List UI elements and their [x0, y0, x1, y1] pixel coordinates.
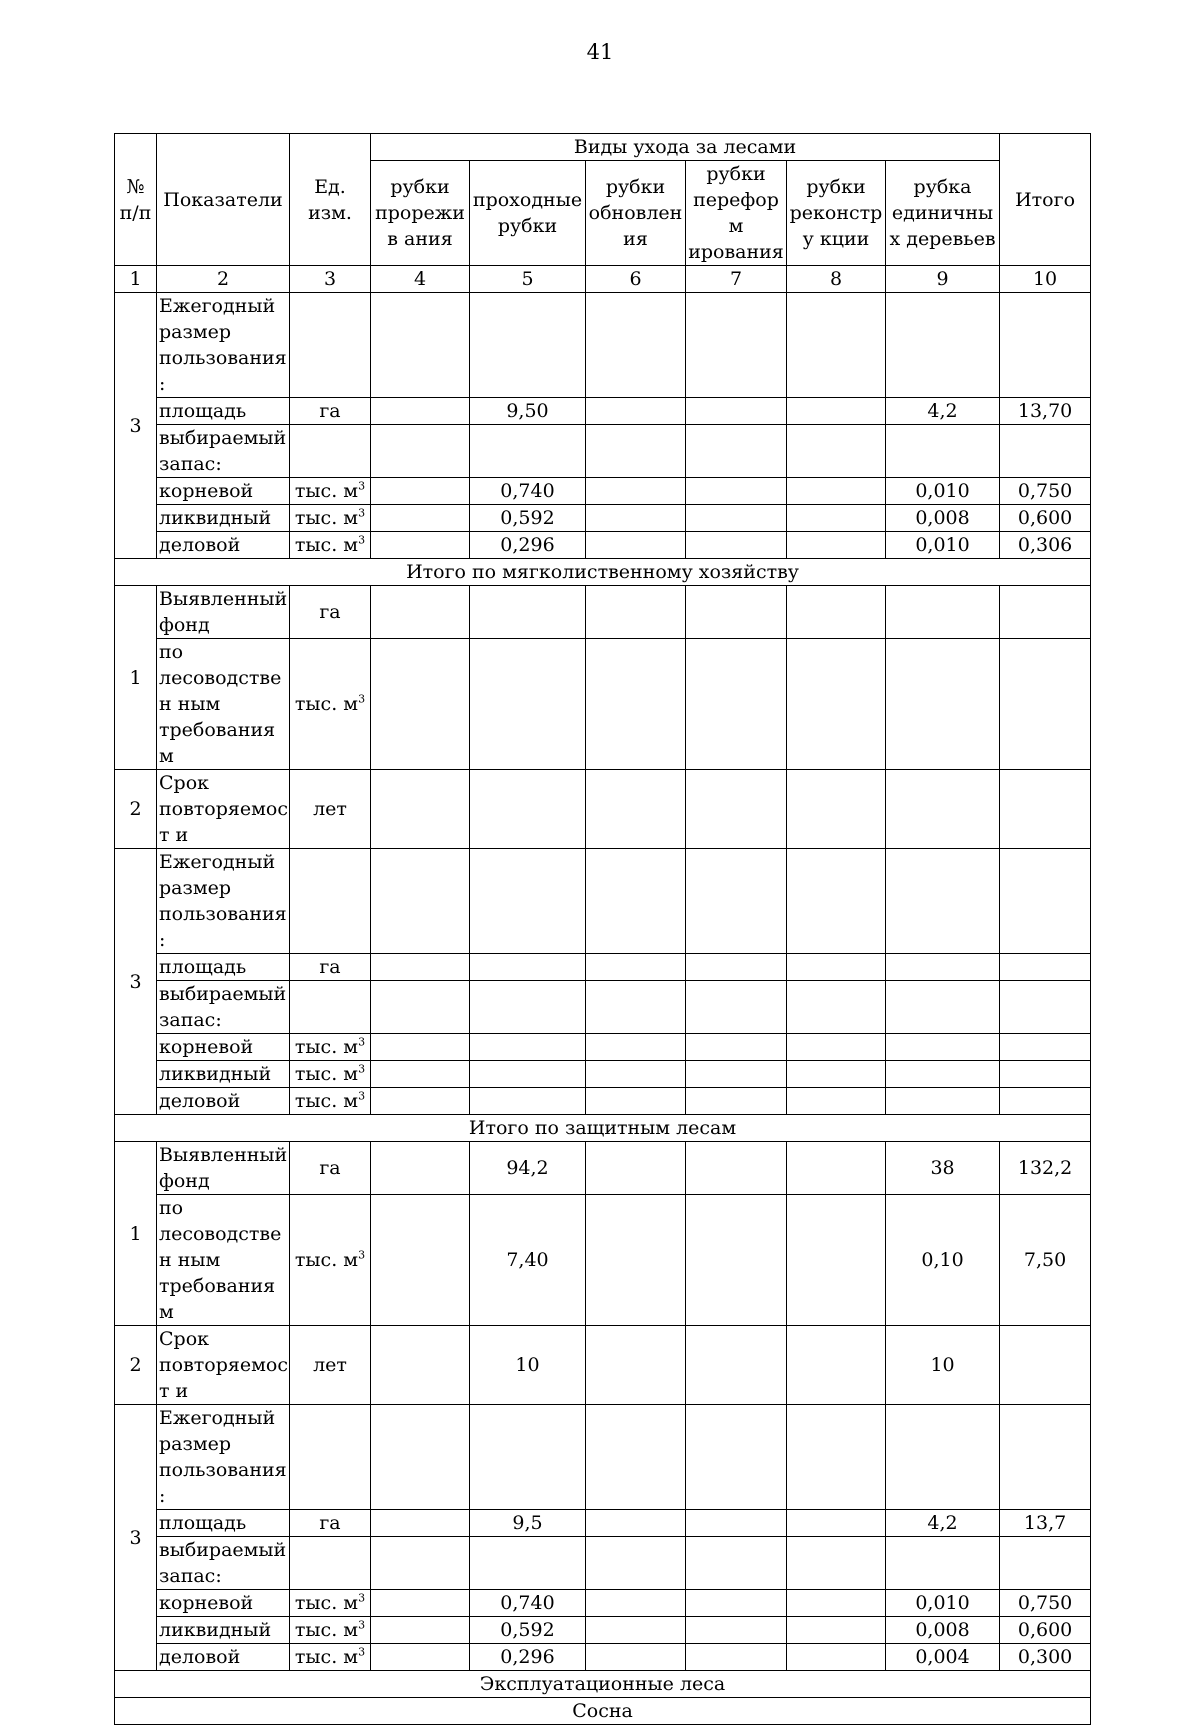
table-row	[115, 532, 1091, 559]
indicator-root: корневой	[157, 1590, 290, 1617]
indicator-silvicultural: по лесоводствен ным требованиям	[157, 639, 290, 770]
value-cell: 94,2	[470, 1142, 586, 1195]
header-total: Итого	[1000, 134, 1091, 266]
unit-cell: тыс. $м^3$	[290, 1034, 371, 1061]
row-number: 3	[115, 293, 157, 559]
indicator-found: Выявленный фонд	[157, 586, 290, 639]
table-row	[115, 770, 1091, 849]
indicator-stock: выбираемый запас:	[157, 981, 290, 1034]
table-row	[115, 478, 1091, 505]
value-cell: 0,010	[886, 478, 1000, 505]
page-number: 41	[586, 40, 614, 64]
total-cell: 0,300	[1000, 1644, 1091, 1671]
value-cell: 9,50	[470, 398, 586, 425]
header-reforming-cuts: рубки переформ ирования	[686, 161, 787, 266]
header-renewal-cuts: рубки обновлен ия	[586, 161, 686, 266]
unit-cell: га	[290, 954, 371, 981]
table-row	[115, 1405, 1091, 1510]
table-row	[115, 1088, 1091, 1115]
header-passing-cuts: проходные рубки	[470, 161, 586, 266]
value-cell: 0,592	[470, 1617, 586, 1644]
col-number: 4	[371, 266, 470, 293]
table-row	[115, 425, 1091, 478]
value-cell: 38	[886, 1142, 1000, 1195]
col-number: 8	[787, 266, 886, 293]
row-number: 3	[115, 849, 157, 1115]
row-number: 1	[115, 1142, 157, 1326]
header-num: № п/п	[115, 134, 157, 266]
value-cell: 7,40	[470, 1195, 586, 1326]
total-cell: 0,750	[1000, 1590, 1091, 1617]
unit-cell: тыс. $м^3$	[290, 478, 371, 505]
table-row	[115, 505, 1091, 532]
indicator-area: площадь	[157, 1510, 290, 1537]
indicator-found: Выявленный фонд	[157, 1142, 290, 1195]
value-cell: 9,5	[470, 1510, 586, 1537]
indicator-stock: выбираемый запас:	[157, 1537, 290, 1590]
indicator-liquid: ликвидный	[157, 505, 290, 532]
total-cell: 0,600	[1000, 1617, 1091, 1644]
indicator-liquid: ликвидный	[157, 1061, 290, 1088]
header-unit: Ед. изм.	[290, 134, 371, 266]
unit-cell: га	[290, 1142, 371, 1195]
unit-cell: тыс. $м^3$	[290, 1644, 371, 1671]
table-row	[115, 398, 1091, 425]
total-cell: 132,2	[1000, 1142, 1091, 1195]
value-cell: 0,008	[886, 1617, 1000, 1644]
unit-cell: тыс. $м^3$	[290, 532, 371, 559]
value-cell: 10	[886, 1326, 1000, 1405]
table-row	[115, 1590, 1091, 1617]
section-exploitation-forests: Эксплуатационные леса	[115, 1671, 1091, 1698]
indicator-root: корневой	[157, 1034, 290, 1061]
total-cell: 0,750	[1000, 478, 1091, 505]
unit-cell: тыс. $м^3$	[290, 1590, 371, 1617]
forest-care-table	[114, 133, 1091, 1725]
unit-cell: лет	[290, 770, 371, 849]
header-care-types: Виды ухода за лесами	[371, 134, 1000, 161]
col-number: 7	[686, 266, 787, 293]
table-row	[115, 639, 1091, 770]
table-row	[115, 849, 1091, 954]
indicator-root: корневой	[157, 478, 290, 505]
col-number: 5	[470, 266, 586, 293]
header-reconstruction-cuts: рубки реконстру кции	[787, 161, 886, 266]
value-cell: 0,592	[470, 505, 586, 532]
table-row	[115, 1142, 1091, 1195]
unit-cell: лет	[290, 1326, 371, 1405]
total-cell: 13,70	[1000, 398, 1091, 425]
total-cell: 0,306	[1000, 532, 1091, 559]
unit-cell: тыс. $м^3$	[290, 1617, 371, 1644]
col-number: 9	[886, 266, 1000, 293]
col-number: 10	[1000, 266, 1091, 293]
indicator-stock: выбираемый запас:	[157, 425, 290, 478]
unit-cell: тыс. $м^3$	[290, 505, 371, 532]
section-pine: Сосна	[115, 1698, 1091, 1725]
table-row	[115, 1195, 1091, 1326]
table-row	[115, 954, 1091, 981]
value-cell: 0,740	[470, 478, 586, 505]
col-number: 2	[157, 266, 290, 293]
indicator-area: площадь	[157, 398, 290, 425]
table-row	[115, 1644, 1091, 1671]
col-number: 6	[586, 266, 686, 293]
indicator-annual-use: Ежегодный размер пользования:	[157, 293, 290, 398]
value-cell: 4,2	[886, 1510, 1000, 1537]
indicator-term: Срок повторяемост и	[157, 770, 290, 849]
indicator-silvicultural: по лесоводствен ным требованиям	[157, 1195, 290, 1326]
indicator-annual-use: Ежегодный размер пользования:	[157, 849, 290, 954]
indicator-term: Срок повторяемост и	[157, 1326, 290, 1405]
row-number: 1	[115, 586, 157, 770]
table-row	[115, 981, 1091, 1034]
col-number: 1	[115, 266, 157, 293]
indicator-annual-use: Ежегодный размер пользования:	[157, 1405, 290, 1510]
value-cell: 0,008	[886, 505, 1000, 532]
unit-cell: тыс. $м^3$	[290, 1061, 371, 1088]
total-cell: 7,50	[1000, 1195, 1091, 1326]
section-soft-leaved: Итого по мягколиственному хозяйству	[115, 559, 1091, 586]
indicator-business: деловой	[157, 1644, 290, 1671]
header-thinning: рубки прорежив ания	[371, 161, 470, 266]
row-number: 2	[115, 1326, 157, 1405]
table-row	[115, 1326, 1091, 1405]
table-row	[115, 1537, 1091, 1590]
indicator-business: деловой	[157, 532, 290, 559]
value-cell: 4,2	[886, 398, 1000, 425]
total-cell: 13,7	[1000, 1510, 1091, 1537]
table-row	[115, 586, 1091, 639]
table-row	[115, 1617, 1091, 1644]
unit-cell: га	[290, 398, 371, 425]
value-cell: 0,296	[470, 532, 586, 559]
indicator-liquid: ликвидный	[157, 1617, 290, 1644]
value-cell: 0,004	[886, 1644, 1000, 1671]
section-protective-forests: Итого по защитным лесам	[115, 1115, 1091, 1142]
value-cell: 0,740	[470, 1590, 586, 1617]
header-indicator: Показатели	[157, 134, 290, 266]
value-cell: 0,10	[886, 1195, 1000, 1326]
table-row	[115, 1034, 1091, 1061]
col-number: 3	[290, 266, 371, 293]
indicator-area: площадь	[157, 954, 290, 981]
value-cell: 0,010	[886, 532, 1000, 559]
unit-cell: тыс. $м^3$	[290, 1195, 371, 1326]
table-row	[115, 293, 1091, 398]
total-cell: 0,600	[1000, 505, 1091, 532]
table-row	[115, 1061, 1091, 1088]
unit-cell: тыс. $м^3$	[290, 639, 371, 770]
row-number: 3	[115, 1405, 157, 1671]
value-cell: 0,296	[470, 1644, 586, 1671]
indicator-business: деловой	[157, 1088, 290, 1115]
row-number: 2	[115, 770, 157, 849]
unit-cell: га	[290, 1510, 371, 1537]
table-row	[115, 1510, 1091, 1537]
unit-cell: тыс. $м^3$	[290, 1088, 371, 1115]
value-cell: 0,010	[886, 1590, 1000, 1617]
header-single-tree-cuts: рубка единичных деревьев	[886, 161, 1000, 266]
value-cell: 10	[470, 1326, 586, 1405]
unit-cell: га	[290, 586, 371, 639]
